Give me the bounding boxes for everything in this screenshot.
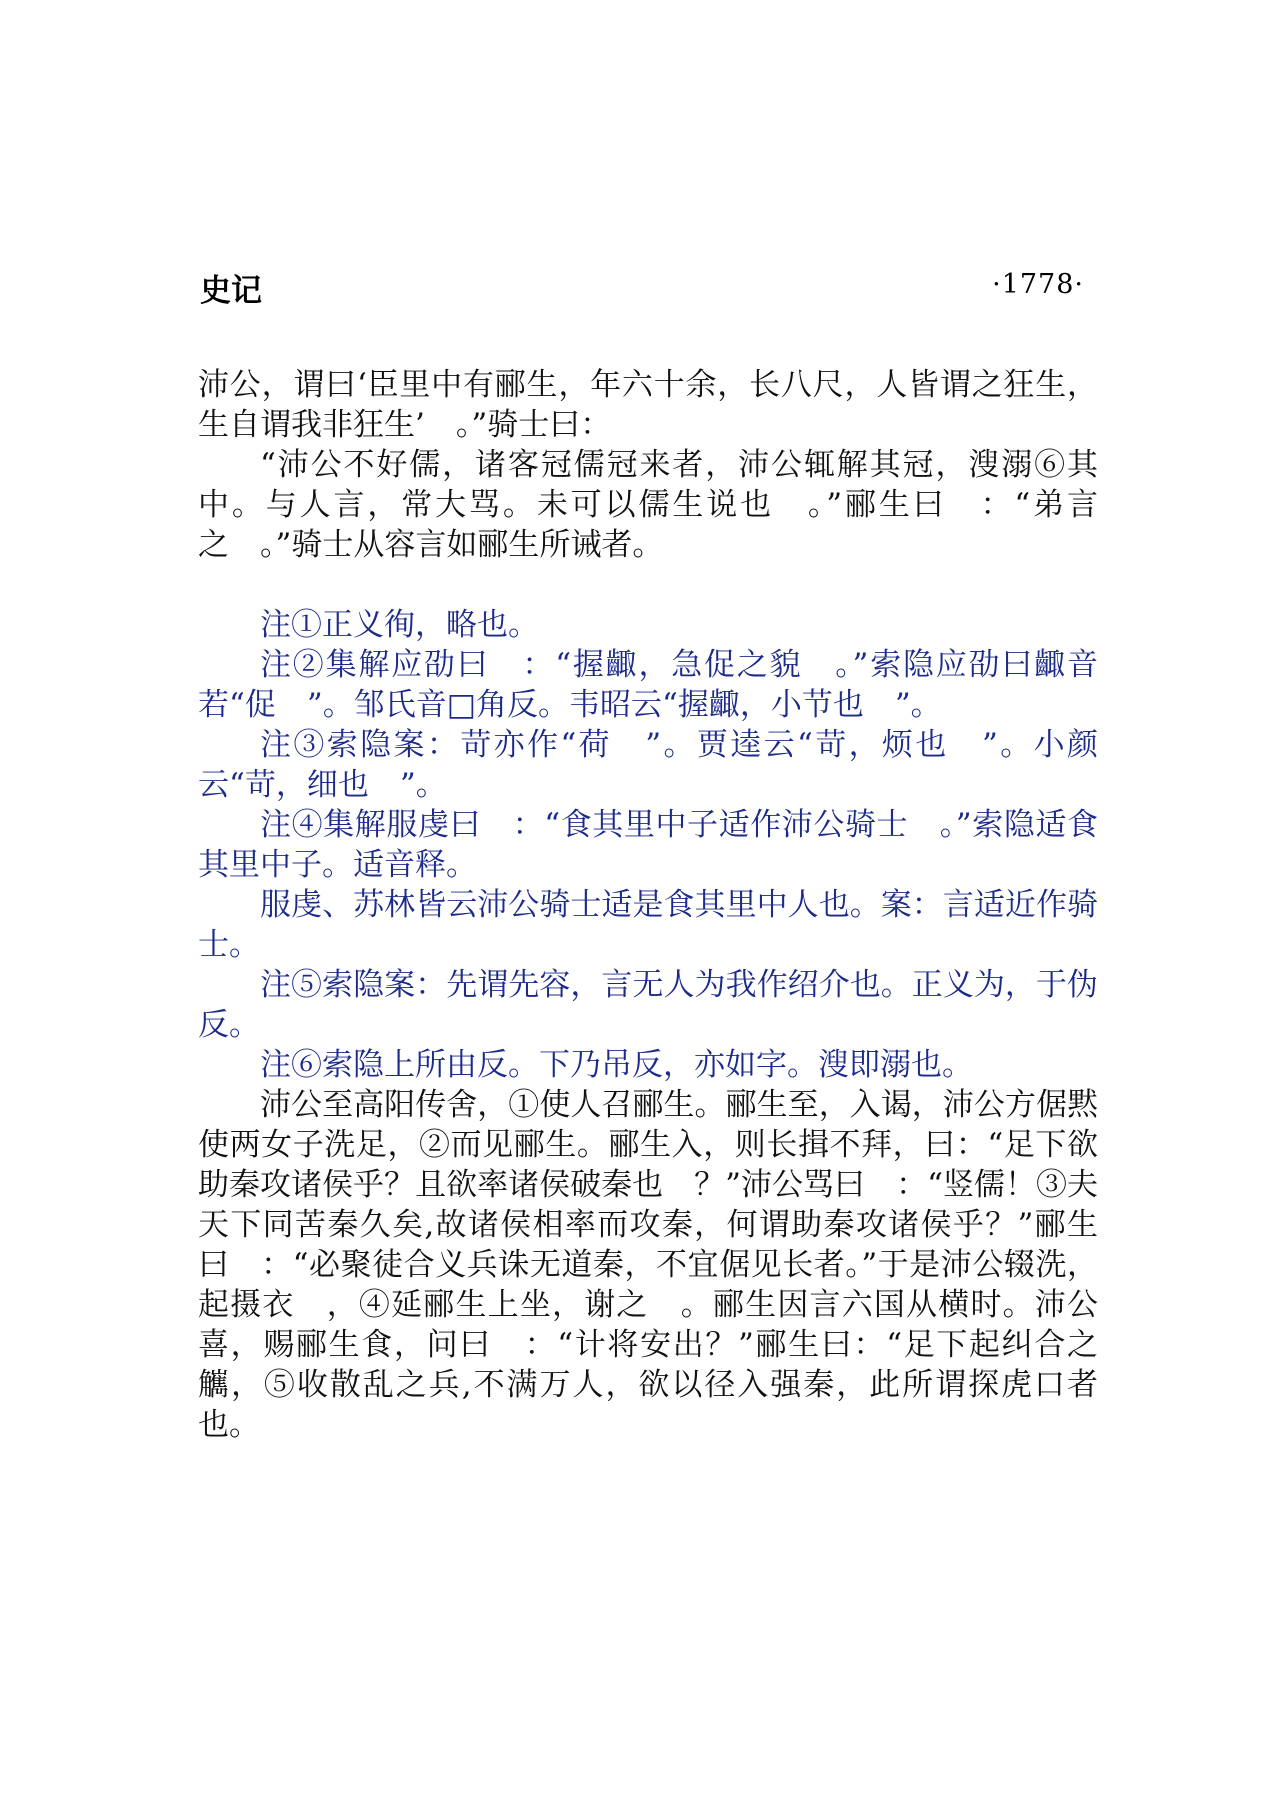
footnote: 注①正义徇，略也。 bbox=[260, 607, 539, 643]
section-gap bbox=[198, 565, 1098, 605]
page bbox=[198, 265, 1098, 1445]
footnote: 服虔、苏林皆云沛公骑士适是食其里中人也。案：言适近作骑士。 bbox=[198, 887, 1098, 963]
page-header bbox=[198, 265, 1098, 313]
footnote: 注④集解服虔曰 ：“食其里中子适作沛公骑士 。”索隐适食其里中子。适音释。 bbox=[198, 807, 1098, 883]
main-paragraph: 沛公至高阳传舍，①使人召郦生。郦生至，入谒，沛公方倨黙使两女子洗足，②而见郦生。郦生入，则长揖不拜，曰：“足下欲助秦攻诸侯乎？且欲率诸侯破秦也 ？”沛公骂曰 ：“竖儒！③夫天下同苦秦久矣,故诸侯相率而攻秦，何谓助秦攻诸侯乎？”郦生曰 ：“必聚徒合义兵诛无道秦，不宜倨见长者。”于是沛公辍洗，起摄衣 ，④延郦生上坐，谢之 。郦生因言六国从横时。沛公喜，赐郦生食，问曰 ：“计将安出？”郦生曰：“足下起纠合之觽，⑤收散乱之兵,不满万人，欲以径入强秦，此所谓探虎口者也。 bbox=[198, 1087, 1098, 1443]
paragraph: 沛公，谓曰‘臣里中有郦生，年六十余，长八尺，人皆谓之狂生，生自谓我非狂生’ 。”骑士曰： bbox=[198, 367, 1098, 443]
footnote: 注⑤索隐案：先谓先容，言无人为我作绍介也。正义为，于伪反。 bbox=[198, 967, 1098, 1043]
page-number: ·1778· bbox=[992, 269, 1084, 300]
footnote: 注⑥索隐上所由反。下乃吊反，亦如字。溲即溺也。 bbox=[260, 1047, 973, 1083]
footnote: 注③索隐案：苛亦作“荷 ”。贾逵云“苛，烦也 ”。小颜云“苛，细也 ”。 bbox=[198, 727, 1098, 803]
paragraph: “沛公不好儒，诸客冠儒冠来者，沛公辄解其冠，溲溺⑥其中。与人言，常大骂。未可以儒生说也 。”郦生曰 ：“弟言之 。”骑士从容言如郦生所诫者。 bbox=[198, 447, 1098, 563]
body-text bbox=[198, 365, 1098, 1445]
footnote: 注②集解应劭曰 ：“握齱，急促之貌 。”索隐应劭曰齱音若“促 ”。邹氏音□角反。韦昭云“握齱，小节也 ”。 bbox=[198, 647, 1098, 723]
book-title: 史记 bbox=[200, 273, 262, 309]
